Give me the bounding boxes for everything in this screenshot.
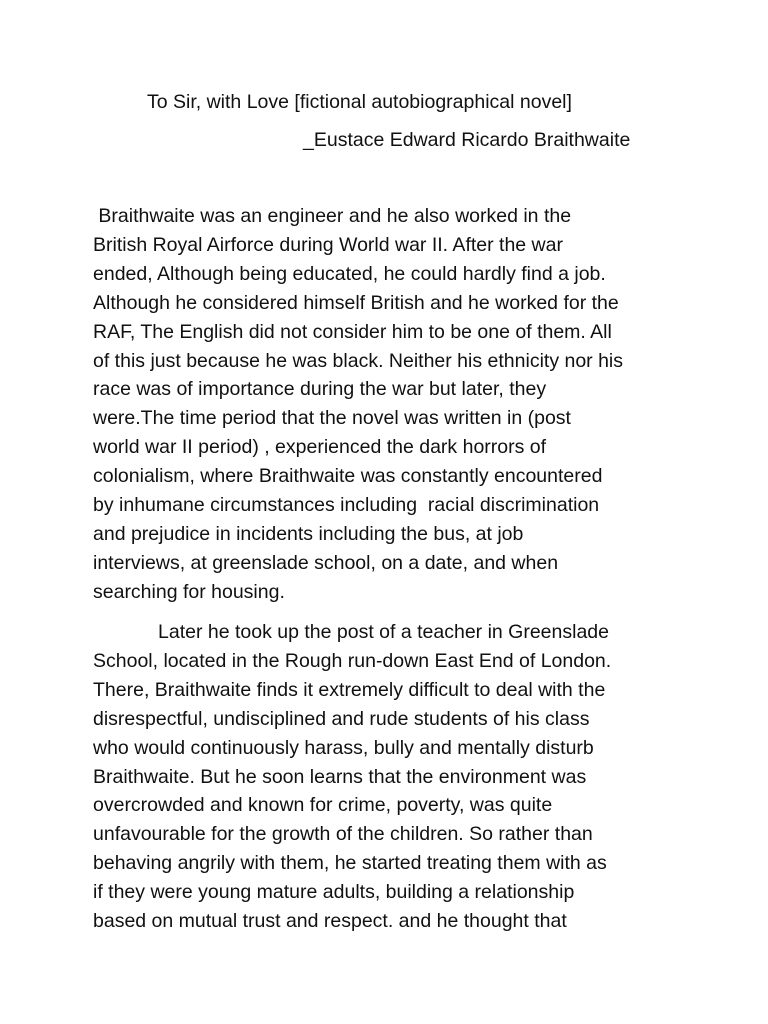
paragraph-line: interviews, at greenslade school, on a date, and when: [93, 551, 559, 574]
paragraph-2: [93, 618, 693, 936]
paragraph-line: unfavourable for the growth of the children. So rather than: [93, 823, 593, 846]
paragraph-line: disrespectful, undisciplined and rude students of his class: [93, 707, 590, 730]
paragraph-line: if they were young mature adults, building a relationship: [93, 881, 575, 904]
paragraph-line: behaving angrily with them, he started treating them with as: [93, 852, 607, 875]
paragraph-line: who would continuously harass, bully and mentally disturb: [93, 736, 594, 759]
document-author: _Eustace Edward Ricardo Braithwaite: [303, 129, 631, 151]
paragraph-line: were.The time period that the novel was written in (post: [93, 407, 571, 430]
paragraph-line: overcrowded and known for crime, poverty, was quite: [93, 794, 553, 817]
paragraph-line: based on mutual trust and respect. and he thought that: [93, 910, 567, 933]
paragraph-line: RAF, The English did not consider him to be one of them. All: [93, 320, 612, 343]
paragraph-line: Braithwaite. But he soon learns that the environment was: [93, 765, 587, 788]
paragraph-line: Although he considered himself British and he worked for the: [93, 291, 619, 314]
paragraph-line: Later he took up the post of a teacher in Greenslade: [93, 621, 609, 643]
paragraph-line: world war II period) , experienced the dark horrors of: [93, 436, 547, 459]
paragraph-line: School, located in the Rough run-down East End of London.: [93, 649, 612, 672]
paragraph-line: There, Braithwaite finds it extremely difficult to deal with the: [93, 678, 606, 701]
paragraph-1: [93, 202, 693, 607]
paragraph-line: British Royal Airforce during World war II. After the war: [93, 233, 563, 256]
document-title: To Sir, with Love [fictional autobiographical novel]: [147, 91, 572, 113]
paragraph-line: searching for housing.: [93, 580, 285, 603]
paragraph-line: colonialism, where Braithwaite was constantly encountered: [93, 465, 603, 488]
paragraph-line: by inhumane circumstances including racial discrimination: [93, 494, 600, 517]
paragraph-line: and prejudice in incidents including the bus, at job: [93, 522, 524, 545]
paragraph-line: of this just because he was black. Neither his ethnicity nor his: [93, 349, 624, 372]
paragraph-line: ended, Although being educated, he could hardly find a job.: [93, 262, 606, 285]
paragraph-line: race was of importance during the war but later, they: [93, 378, 547, 401]
paragraph-line: Braithwaite was an engineer and he also worked in the: [93, 205, 572, 227]
